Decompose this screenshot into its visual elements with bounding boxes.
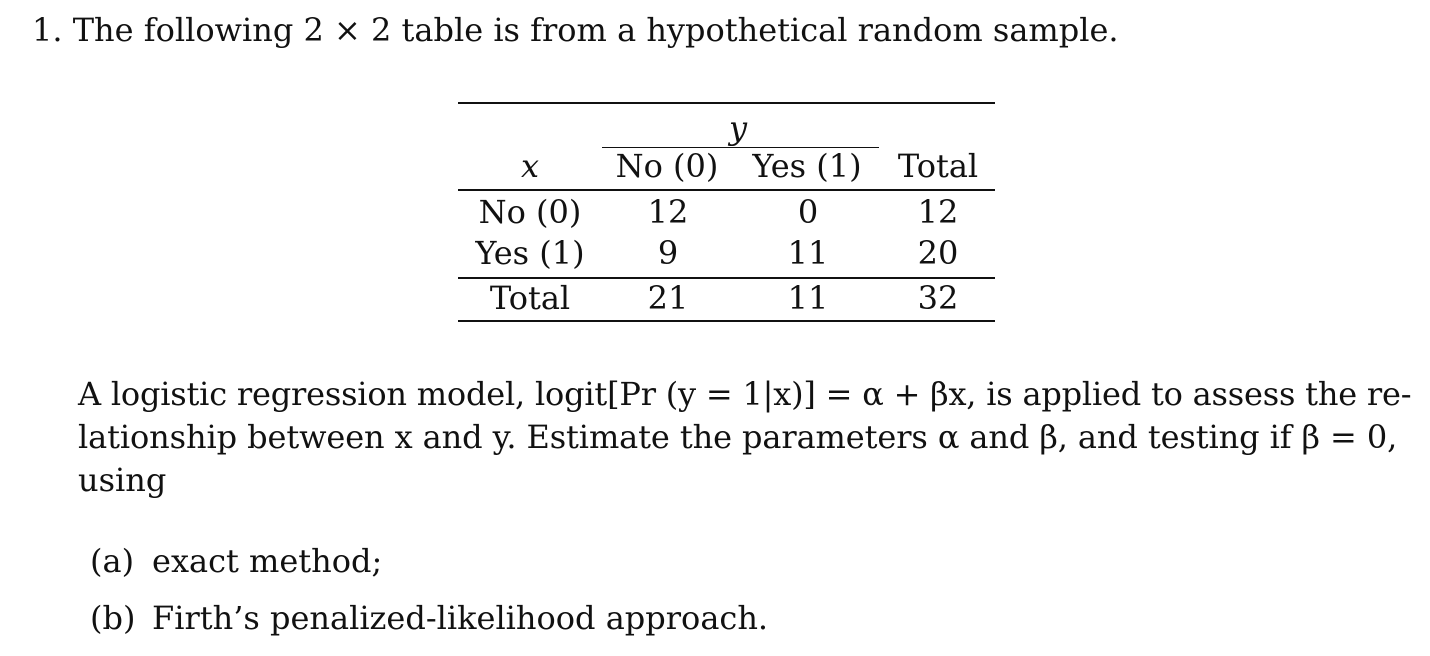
row-variable-label: x [520,147,540,185]
problem-heading [32,10,1119,50]
table-cell: 0 [797,193,819,231]
row-label: No (0) [478,193,582,231]
problem-number: 1. [32,11,63,49]
column-header-yes: Yes (1) [752,147,862,185]
list-item-label: (a) [90,542,135,580]
paragraph-line: using [78,461,167,499]
table-cell: 11 [787,234,829,272]
table-header-rule [458,189,995,191]
table-top-rule [458,102,995,104]
table-bottom-rule [458,320,995,322]
table-cell: 32 [917,279,959,317]
table-cell: 12 [917,193,959,231]
column-header-total: Total [897,147,979,185]
paragraph-line: lationship between x and y. Estimate the parameters α and β, and testing if β = 0, [78,418,1398,456]
table-cell: 9 [657,234,679,272]
paragraph-line: A logistic regression model, logit[Pr (y = 1|x)] = α + βx, is applied to assess the re- [78,375,1412,413]
list-item-label: (b) [90,599,136,637]
column-variable-label: y [728,109,748,147]
problem-heading-text: The following 2 × 2 table is from a hypothetical random sample. [72,11,1119,49]
list-item-text: exact method; [152,542,383,580]
row-label: Total [489,279,571,317]
column-header-no: No (0) [615,147,719,185]
table-cell: 20 [917,234,959,272]
list-item-text: Firth’s penalized-likelihood approach. [152,599,769,637]
table-cell: 21 [647,279,689,317]
table-cell: 11 [787,279,829,317]
table-cell: 12 [647,193,689,231]
row-label: Yes (1) [475,234,585,272]
